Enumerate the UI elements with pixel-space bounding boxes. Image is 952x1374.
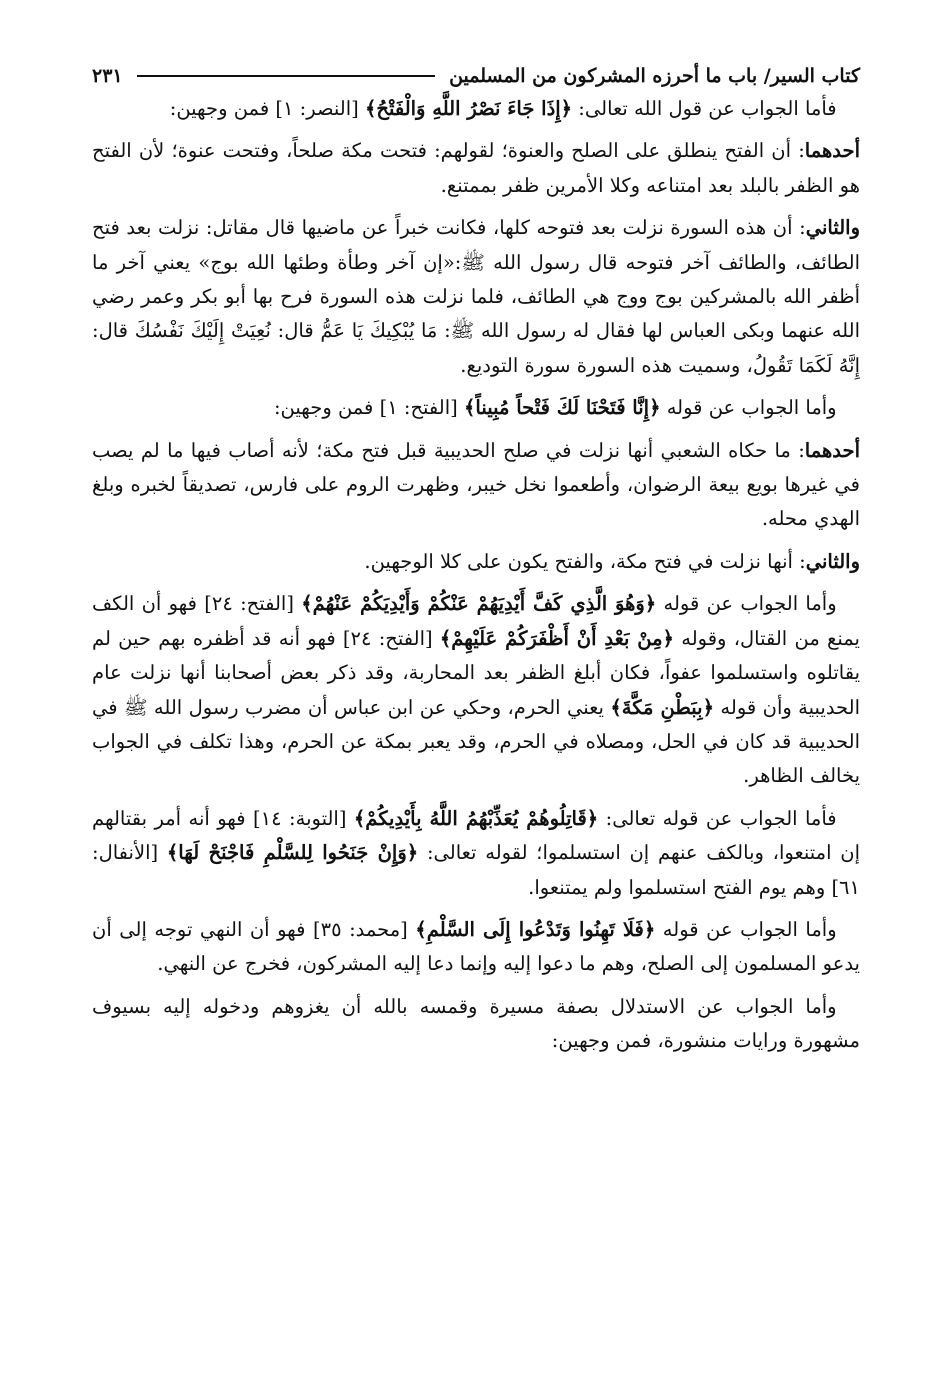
- paragraph-p2: [92, 134, 860, 203]
- quran-verse: ﴿وَهُوَ الَّذِي كَفَّ أَيْدِيَهُمْ عَنْكُمْ وَأَيْدِيَكُمْ عَنْهُمْ﴾: [301, 592, 657, 616]
- body-text: وأما الجواب عن الاستدلال بصفة مسيرة وقمسه بالله أن يغزوهم ودخوله إليه بسيوف مشهورة ورايات منشورة، فمن وجهين:: [92, 994, 860, 1053]
- body-text: وأما الجواب عن قوله: [660, 396, 837, 420]
- paragraph-p10: [92, 990, 860, 1059]
- header-title: كتاب السير/ باب ما أحرزه المشركون من المسلمين: [449, 65, 860, 87]
- header-rule: [137, 75, 435, 77]
- body-text: يعني الحرم، وحكي عن ابن عباس أن مضرب رسول الله ﷺ في الحديبية قد كان في الحل، ومصلاه في الحرم، وقد يعبر بمكة عن الحرم، وهذا تكلف في الجواب يخالف الظاهر.: [92, 695, 860, 788]
- quran-verse: ﴿قَاتِلُوهُمْ يُعَذِّبْهُمُ اللَّهُ بِأَيْدِيكُمْ﴾: [353, 806, 599, 830]
- paragraph-p3: [92, 211, 860, 383]
- body-text: [محمد: ٣٥] فهو أن النهي توجه إلى أن يدعو المسلمون إلى الصلح، وهم ما دعوا إليه وإنما دعا إليه المشركون، فخرج عن النهي.: [92, 917, 860, 976]
- body-text: [النصر: ١] فمن وجهين:: [169, 97, 365, 120]
- body-text: : أن الفتح ينطلق على الصلح والعنوة؛ لقولهم: فتحت مكة صلحاً، وفتحت عنوة؛ لأن الفتح هو الظفر بالبلد بعد امتناعه وكلا الأمرين ظفر بممتنع.: [92, 139, 860, 197]
- body-text: : ما حكاه الشعبي أنها نزلت في صلح الحديبية قبل فتح مكة؛ لأنه أصاب فيها ما لم يصب في غيرها بويع بيعة الرضوان، وأطعموا نخل خيبر، وظهرت الروم على فارس، تصديقاً لخبره وبلغ الهدي محله.: [92, 438, 860, 531]
- running-header: [92, 60, 860, 92]
- body-text: وأما الجواب عن قوله: [655, 917, 837, 941]
- paragraph-p1: [92, 92, 860, 126]
- quran-verse: ﴿وَإِنْ جَنَحُوا لِلسَّلْمِ فَاجْنَحْ لَهَا﴾: [166, 841, 419, 865]
- page-body: [92, 92, 860, 1059]
- body-text: [الأنفال: ٦١] وهم يوم الفتح استسلموا ولم يمتنعوا.: [92, 841, 860, 899]
- paragraph-p9: [92, 913, 860, 982]
- page-number: ٢٣١: [92, 65, 123, 87]
- paragraph-p6: [92, 545, 860, 579]
- section-keyword: والثاني: [805, 216, 860, 240]
- section-keyword: أحدهما: [804, 139, 860, 163]
- body-text: : أنها نزلت في فتح مكة، والفتح يكون على كلا الوجهين.: [364, 549, 806, 573]
- section-keyword: والثاني: [805, 549, 860, 573]
- body-text: [الفتح: ٢٤] فهو أن الكف يمنع من القتال، وقوله: [92, 592, 860, 650]
- body-text: : أن هذه السورة نزلت بعد فتوحه كلها، فكانت خبراً عن ماضيها قال مقاتل: نزلت بعد فتح الطائف، والطائف آخر فتوحه قال رسول الله ﷺ:«إن آخر وطأة وطئها الله بوج» يعني آخر ما أظفر الله بالمشركين بوج ووج هي الطائف، فلما نزلت هذه السورة فرح بها أبو بكر وعمر رضي الله عنهما وبكى العباس لها فقال له رسول الله ﷺ: مَا يُبْكِيكَ يَا عَمُّ قال: نُعِيَتْ إِلَيْكَ نَفْسُكَ قال: إِنَّهُ لَكَمَا تَقُولُ، وسميت هذه السورة سورة التوديع.: [92, 216, 860, 377]
- quran-verse: ﴿بِبَطْنِ مَكَّةَ﴾: [610, 695, 715, 719]
- paragraph-p5: [92, 434, 860, 537]
- body-text: فأما الجواب عن قوله تعالى:: [598, 806, 837, 830]
- quran-verse: ﴿مِنْ بَعْدِ أَنْ أَظْفَرَكُمْ عَلَيْهِمْ﴾: [439, 626, 674, 650]
- section-keyword: أحدهما: [804, 438, 860, 462]
- quran-verse: ﴿فَلَا تَهِنُوا وَتَدْعُوا إِلَى السَّلْمِ﴾: [415, 917, 656, 941]
- quran-verse: ﴿إِنَّا فَتَحْنَا لَكَ فَتْحاً مُبِيناً﴾: [463, 396, 661, 420]
- paragraph-p4: [92, 391, 860, 425]
- body-text: وأما الجواب عن قوله: [656, 592, 837, 616]
- body-text: [الفتح: ١] فمن وجهين:: [273, 396, 464, 420]
- body-text: فأما الجواب عن قول الله تعالى:: [572, 97, 837, 120]
- quran-verse: ﴿إِذَا جَاءَ نَصْرُ اللَّهِ وَالْفَتْحُ﴾: [364, 97, 573, 120]
- paragraph-p8: [92, 802, 860, 905]
- body-text: [التوبة: ١٤] فهو أنه أمر بقتالهم إن امتنعوا، وبالكف عنهم إن استسلموا؛ لقوله تعالى:: [92, 806, 860, 865]
- body-text: [الفتح: ٢٤] فهو أنه قد أظفره بهم حين لم يقاتلوه واستسلموا عفواً، فكان أبلغ الظفر بعد المحاربة، وقد ذكر بعض أصحابنا أنها نزلت عام الحديبية وأن قوله: [92, 626, 861, 719]
- paragraph-p7: [92, 587, 860, 793]
